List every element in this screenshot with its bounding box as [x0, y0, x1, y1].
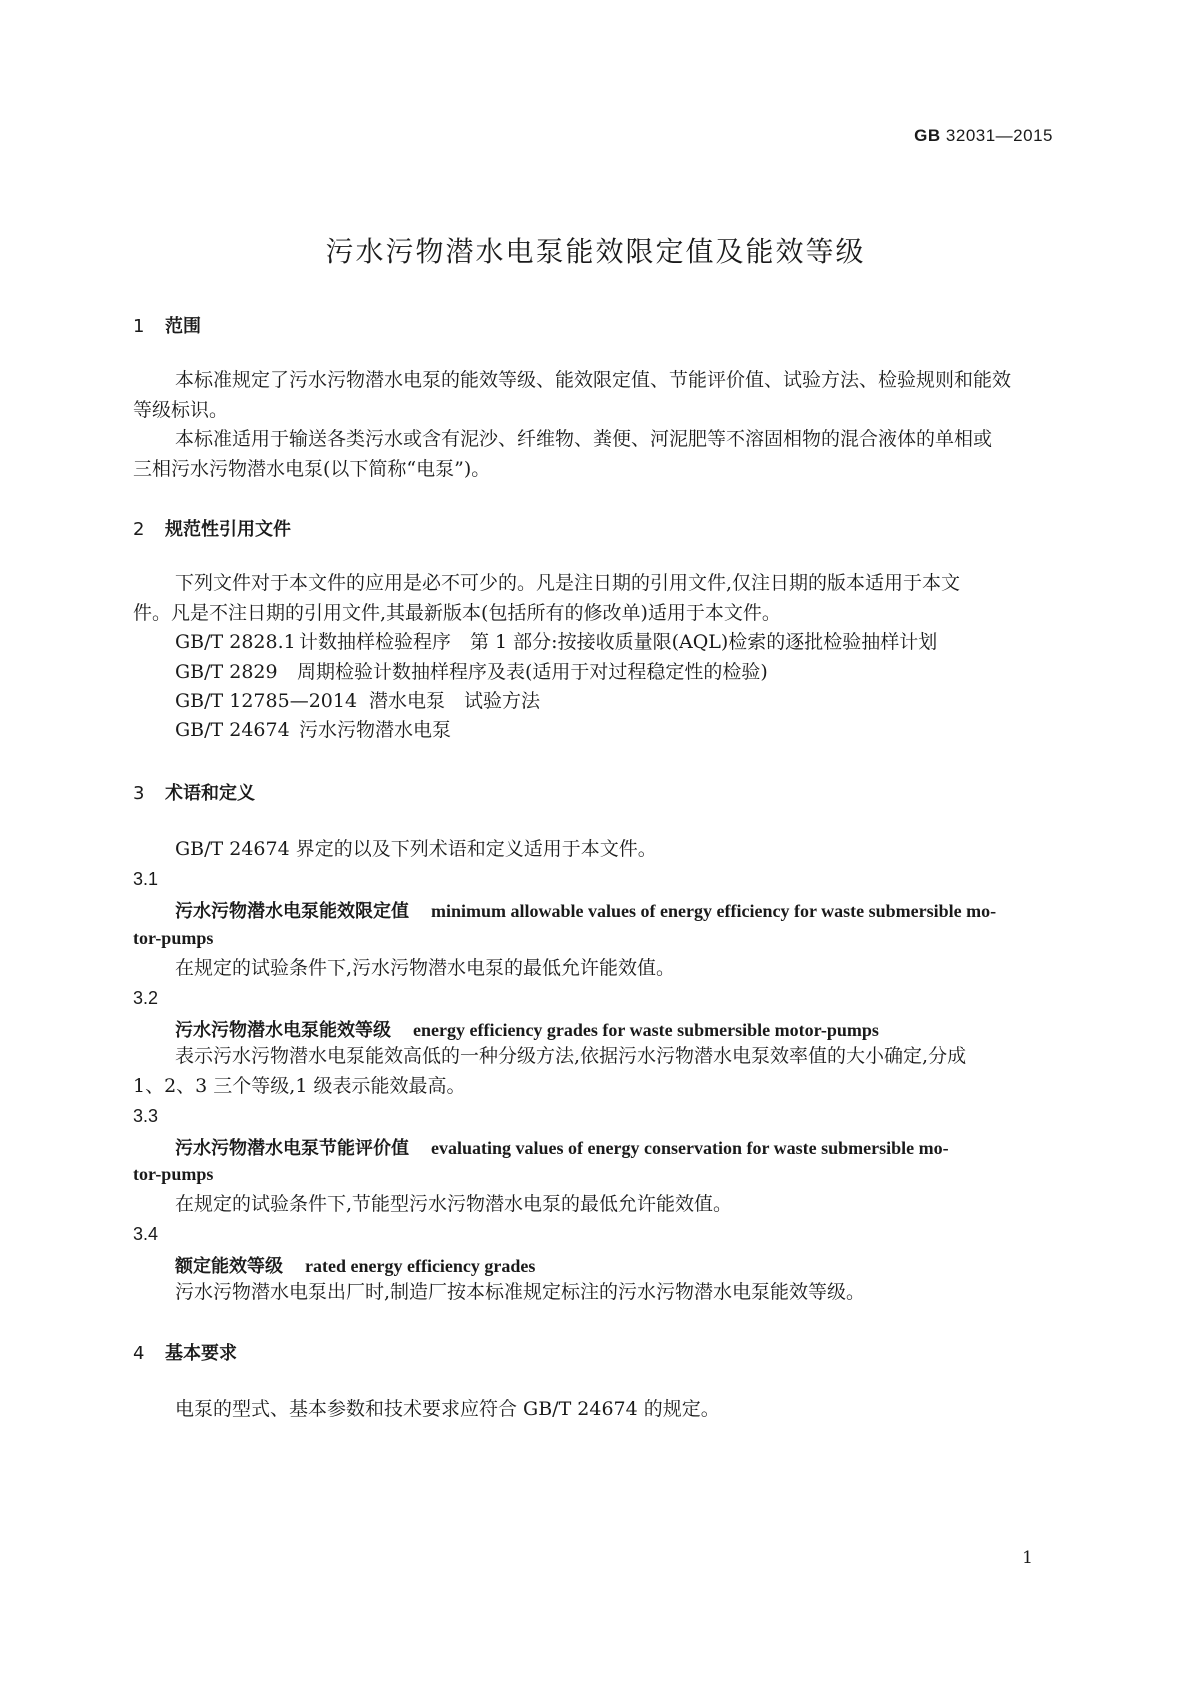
- standard-code: [914, 126, 1053, 146]
- term-chinese: 污水污物潜水电泵能效等级: [175, 1020, 391, 1041]
- term-english: minimum allowable values of energy efficiency for waste submersible mo-: [431, 901, 997, 921]
- term-english-continued: tor-pumps: [133, 1164, 214, 1184]
- document-title: 污水污物潜水电泵能效限定值及能效等级: [325, 235, 866, 268]
- term-heading: [175, 897, 996, 923]
- section-number: 4: [133, 1343, 145, 1364]
- term-english: evaluating values of energy conservation for waste submersible mo-: [431, 1138, 949, 1158]
- paragraph: 件。凡是不注日期的引用文件,其最新版本(包括所有的修改单)适用于本文件。: [133, 602, 781, 624]
- reference-item: [175, 657, 768, 687]
- section-number: 2: [133, 519, 145, 540]
- section-title: 范围: [165, 316, 201, 337]
- standard-prefix: GB: [914, 126, 941, 145]
- reference-code: GB/T 24674: [175, 719, 290, 741]
- term-number: 3.1: [133, 869, 159, 889]
- reference-title: 污水污物潜水电泵: [299, 719, 452, 741]
- reference-item: [175, 715, 451, 745]
- section-1-heading: [133, 312, 201, 338]
- term-definition: 在规定的试验条件下,污水污物潜水电泵的最低允许能效值。: [175, 957, 676, 979]
- term-chinese: 污水污物潜水电泵能效限定值: [175, 901, 409, 922]
- term-english-continued: tor-pumps: [133, 928, 214, 948]
- term-heading: [175, 1016, 879, 1042]
- term-heading: [175, 1252, 535, 1278]
- paragraph: 本标准规定了污水污物潜水电泵的能效等级、能效限定值、节能评价值、试验方法、检验规则和能效: [175, 369, 1012, 391]
- paragraph: GB/T 24674 界定的以及下列术语和定义适用于本文件。: [175, 838, 657, 860]
- section-number: 3: [133, 783, 145, 804]
- section-number: 1: [133, 316, 145, 337]
- term-chinese: 额定能效等级: [175, 1256, 283, 1277]
- reference-title: 潜水电泵 试验方法: [369, 690, 541, 712]
- term-number: 3.3: [133, 1106, 159, 1126]
- section-title: 基本要求: [165, 1343, 237, 1364]
- reference-title: 计数抽样检验程序 第 1 部分:按接收质量限(AQL)检索的逐批检验抽样计划: [299, 631, 938, 653]
- reference-item: [175, 627, 937, 657]
- reference-code: GB/T 2829: [175, 661, 278, 683]
- paragraph: 本标准适用于输送各类污水或含有泥沙、纤维物、粪便、河泥肥等不溶固相物的混合液体的单相或: [175, 428, 993, 450]
- paragraph: 三相污水污物潜水电泵(以下简称“电泵”)。: [133, 458, 491, 480]
- section-title: 规范性引用文件: [165, 519, 291, 540]
- term-number: 3.4: [133, 1224, 159, 1244]
- section-3-heading: [133, 779, 255, 805]
- term-definition: 在规定的试验条件下,节能型污水污物潜水电泵的最低允许能效值。: [175, 1193, 733, 1215]
- section-2-heading: [133, 515, 291, 541]
- term-english: rated energy efficiency grades: [305, 1256, 536, 1276]
- paragraph: 下列文件对于本文件的应用是必不可少的。凡是注日期的引用文件,仅注日期的版本适用于本文: [175, 572, 961, 594]
- reference-title: 周期检验计数抽样程序及表(适用于对过程稳定性的检验): [297, 661, 768, 683]
- page-number: 1: [1022, 1548, 1033, 1568]
- term-heading: [175, 1134, 949, 1160]
- term-chinese: 污水污物潜水电泵节能评价值: [175, 1138, 409, 1159]
- reference-code: GB/T 12785—2014: [175, 690, 358, 712]
- term-definition-continued: 1、2、3 三个等级,1 级表示能效最高。: [133, 1075, 466, 1097]
- term-number: 3.2: [133, 988, 159, 1008]
- reference-code: GB/T 2828.1: [175, 631, 296, 653]
- paragraph: 电泵的型式、基本参数和技术要求应符合 GB/T 24674 的规定。: [175, 1398, 720, 1420]
- term-definition: 表示污水污物潜水电泵能效高低的一种分级方法,依据污水污物潜水电泵效率值的大小确定,分成: [175, 1045, 967, 1067]
- section-title: 术语和定义: [165, 783, 255, 804]
- term-english: energy efficiency grades for waste submersible motor-pumps: [413, 1020, 879, 1040]
- paragraph: 等级标识。: [133, 399, 229, 421]
- reference-item: [175, 686, 540, 716]
- term-definition: 污水污物潜水电泵出厂时,制造厂按本标准规定标注的污水污物潜水电泵能效等级。: [175, 1281, 866, 1303]
- section-4-heading: [133, 1339, 237, 1365]
- standard-number: 32031—2015: [945, 126, 1053, 145]
